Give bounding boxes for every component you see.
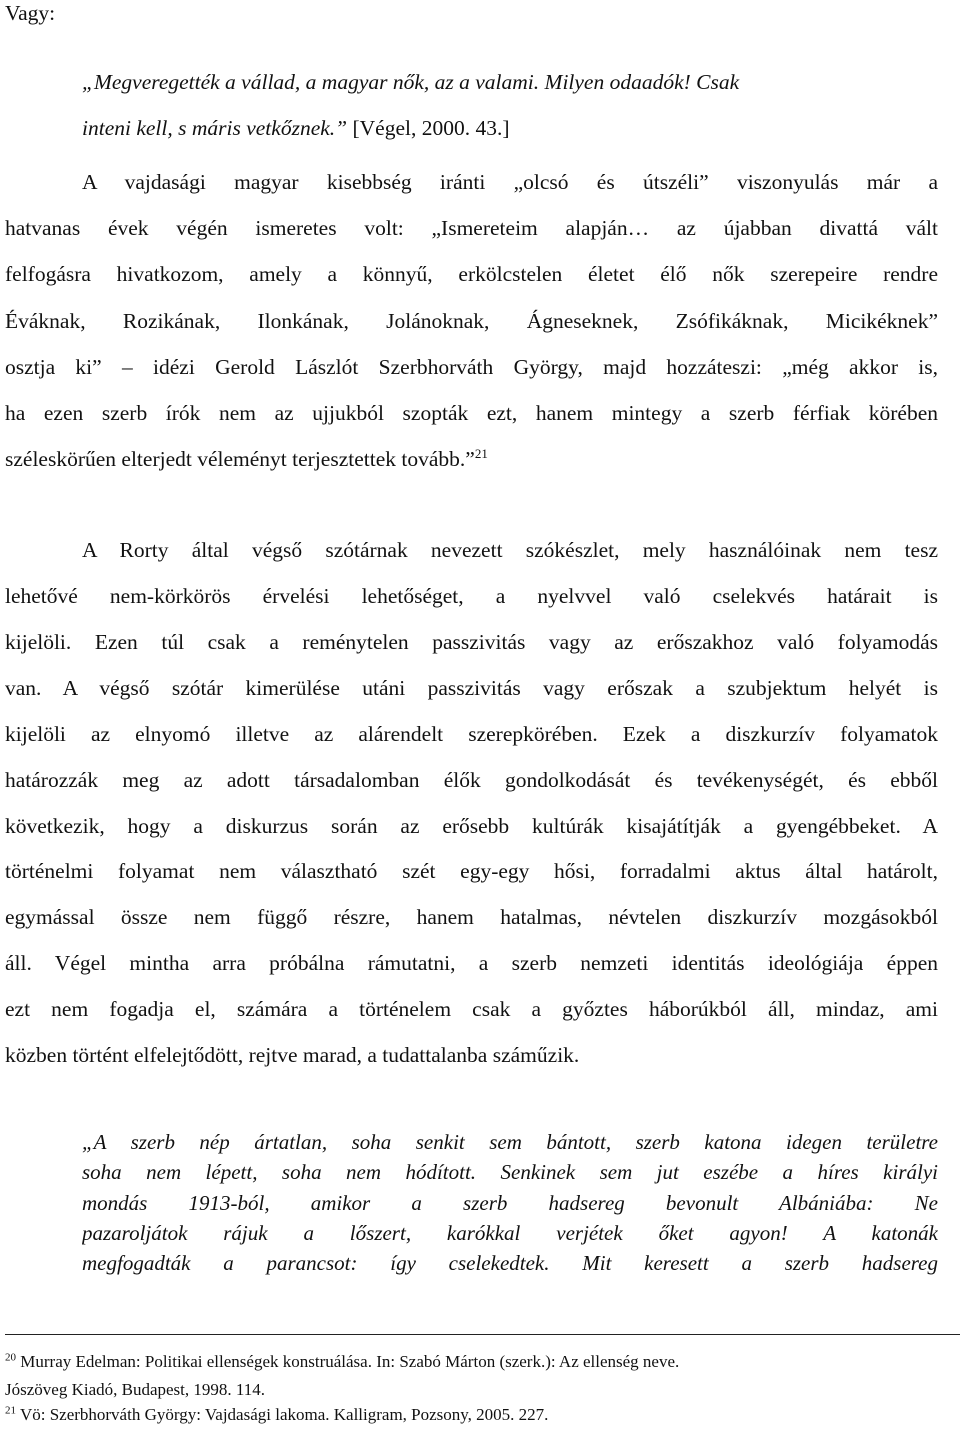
quote2-line-2: soha nem lépett, soha nem hódított. Senkinek sem jut eszébe a híres királyi <box>82 1160 938 1184</box>
paragraph2-line-2: lehetővé nem-körkörös érvelési lehetőséget, a nyelvvel való cselekvés határait is <box>5 584 938 608</box>
quote1-italic-text: inteni kell, s máris vetkőznek.” <box>82 116 348 140</box>
footnote-21-number: 21 <box>5 1404 16 1417</box>
paragraph1-line-4: Éváknak, Rozikának, Ilonkának, Jolánoknak, Ágneseknek, Zsófikáknak, Micikéknek” <box>5 309 938 333</box>
paragraph2-line-8: történelmi folyamat nem választható szét egy-egy hősi, forradalmi aktus által határolt, <box>5 859 938 883</box>
paragraph2-line-7: következik, hogy a diskurzus során az erősebb kultúrák kisajátítják a gyengébbeket. A <box>5 814 938 838</box>
intro-label: Vagy: <box>5 1 56 25</box>
footnote-21-text: Vö: Szerbhorváth György: Vajdasági lakoma. Kalligram, Pozsony, 2005. 227. <box>16 1405 549 1424</box>
paragraph2-line-11: ezt nem fogadja el, számára a történelem csak a győztes háborúkból áll, mindaz, ami <box>5 997 938 1021</box>
paragraph1-line-6: ha ezen szerb írók nem az ujjukból szopták ezt, hanem mintegy a szerb férfiak körében <box>5 401 938 425</box>
paragraph1-line-3: felfogásra hivatkozom, amely a könnyű, erkölcstelen életet élő nők szerepeire rendre <box>5 262 938 286</box>
footnote-20-continuation: Jószöveg Kiadó, Budapest, 1998. 114. <box>5 1380 266 1399</box>
paragraph2-line-5: kijelöli az elnyomó illetve az alárendelt szerepkörében. Ezek a diszkurzív folyamatok <box>5 722 938 746</box>
footnote-20-text-1: Murray Edelman: Politikai ellenségek konstruálása. In: Szabó Márton (szerk.): Az ellenség neve. <box>16 1352 680 1371</box>
footnote-separator <box>5 1334 960 1335</box>
quote1-line-2 <box>82 115 938 141</box>
quote2-line-1: „A szerb nép ártatlan, soha senkit sem bántott, szerb katona idegen területre <box>82 1130 938 1154</box>
footnote-20 <box>5 1352 955 1372</box>
paragraph1-last-line: széleskörűen elterjedt véleményt terjesztettek tovább.” <box>5 447 475 471</box>
quote2-line-5: megfogadták a parancsot: így cselekedtek. Mit keresett a szerb hadsereg <box>82 1251 938 1275</box>
footnote-20-number: 20 <box>5 1351 16 1364</box>
paragraph1-line-5: osztja ki” – idézi Gerold Lászlót Szerbhorváth György, majd hozzáteszi: „még akkor is, <box>5 355 938 379</box>
quote2-line-3: mondás 1913-ból, amikor a szerb hadsereg bevonult Albániába: Ne <box>82 1191 938 1215</box>
paragraph2-line-3: kijelöli. Ezen túl csak a reménytelen passzivitás vagy az erőszakhoz való folyamodás <box>5 630 938 654</box>
quote1-line-1: „Megveregették a vállad, a magyar nők, az a valami. Milyen odaadók! Csak <box>82 70 740 94</box>
paragraph1-line-1: A vajdasági magyar kisebbség iránti „olcsó és útszéli” viszonyulás már a <box>82 170 938 194</box>
paragraph2-line-6: határozzák meg az adott társadalomban élők gondolkodását és tevékenységét, és ebből <box>5 768 938 792</box>
paragraph1-line-2: hatvanas évek végén ismeretes volt: „Ismereteim alapján… az újabban divattá vált <box>5 216 938 240</box>
footnote-21 <box>5 1405 955 1425</box>
paragraph2-line-10: áll. Végel mintha arra próbálna rámutatni, a szerb nemzeti identitás ideológiája éppen <box>5 951 938 975</box>
paragraph2-line-12: közben történt elfelejtődött, rejtve marad, a tudattalanba száműzik. <box>5 1043 580 1067</box>
paragraph2-line-9: egymással össze nem függő részre, hanem hatalmas, névtelen diszkurzív mozgásokból <box>5 905 938 929</box>
paragraph1-line-7 <box>5 446 938 472</box>
footnote-ref-21: 21 <box>474 445 488 461</box>
quote2-line-4: pazaroljátok rájuk a lőszert, karókkal verjétek őket agyon! A katonák <box>82 1221 938 1245</box>
paragraph2-line-1: A Rorty által végső szótárnak nevezett szókészlet, mely használóinak nem tesz <box>82 538 938 562</box>
quote1-citation: [Végel, 2000. 43.] <box>347 116 510 140</box>
paragraph2-line-4: van. A végső szótár kimerülése utáni passzivitás vagy erőszak a szubjektum helyét is <box>5 676 938 700</box>
